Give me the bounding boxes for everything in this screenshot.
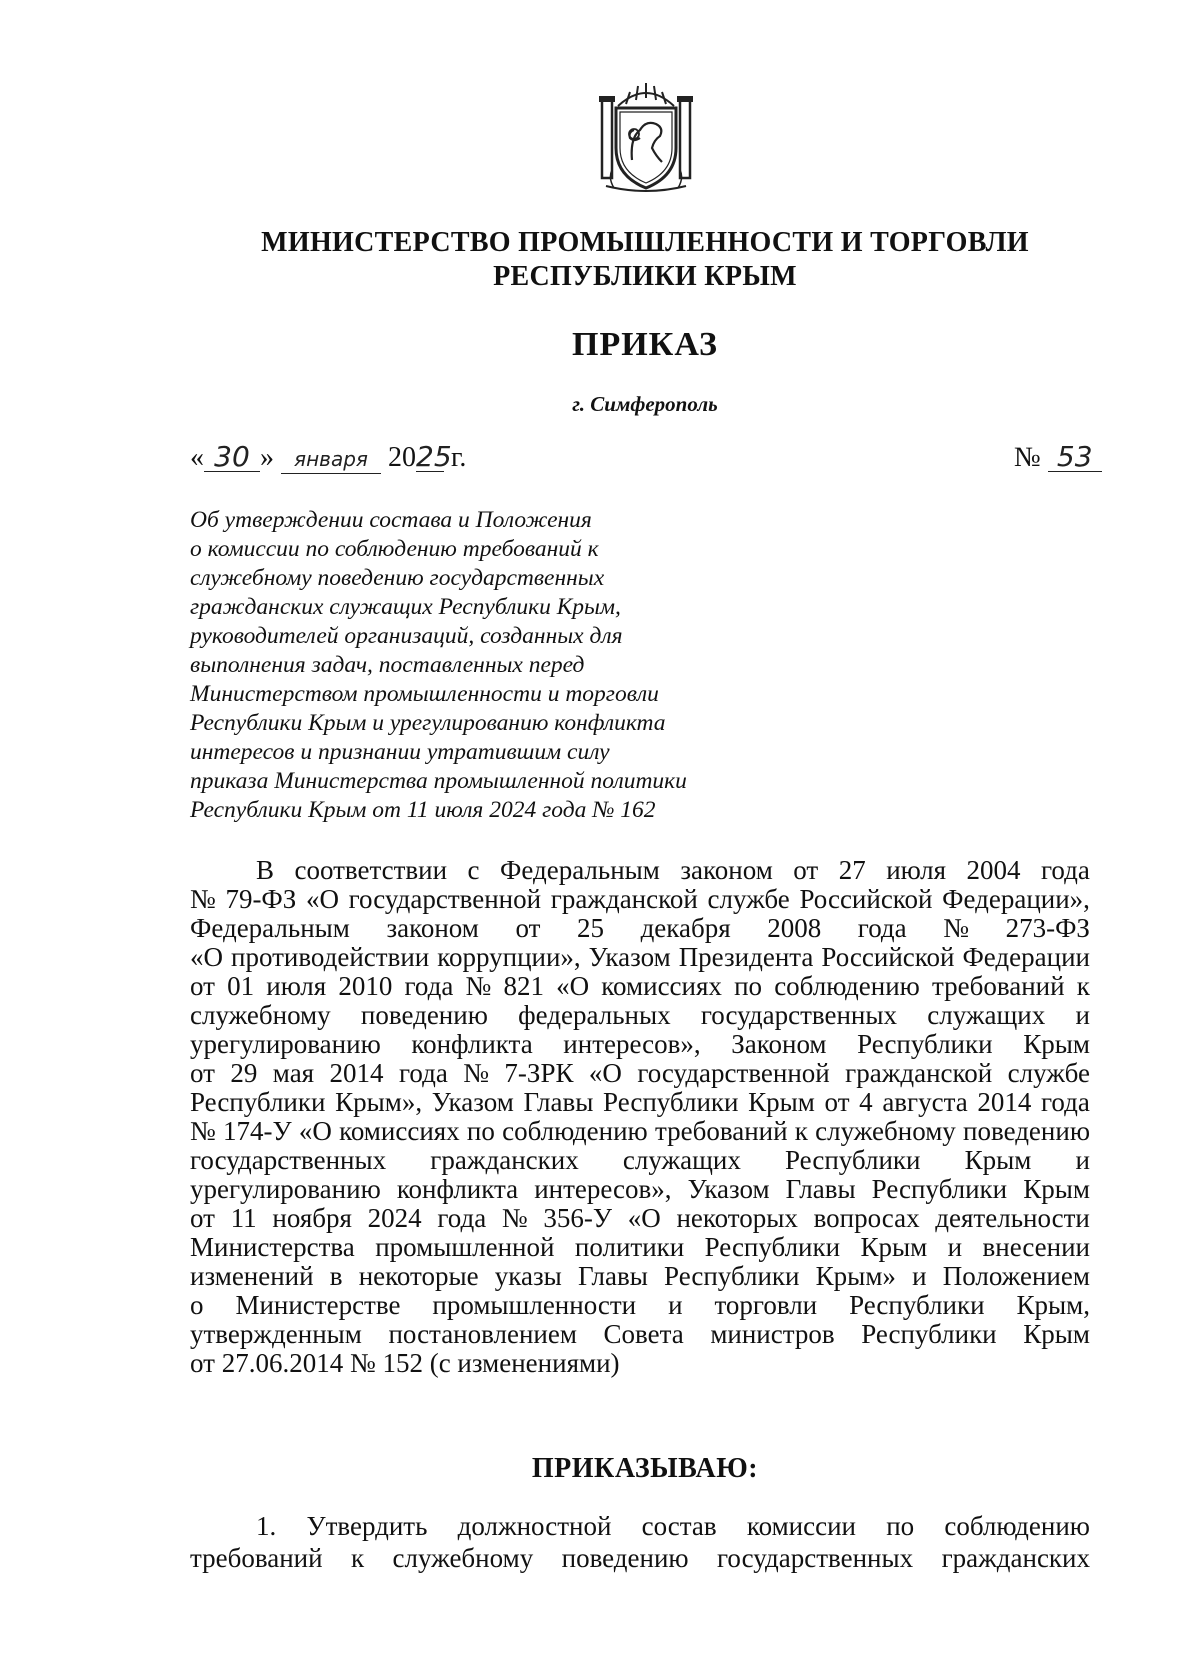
preamble-line: государственных гражданских служащих Республики Крым и	[190, 1145, 1090, 1175]
subject-line: Республики Крым от 11 июля 2024 года № 162	[190, 797, 656, 823]
preamble-line: урегулированию конфликта интересов», Законом Республики Крым	[190, 1029, 1090, 1059]
preamble-line: № 79-ФЗ «О государственной гражданской службе Российской Федерации»,	[190, 884, 1090, 914]
preamble-line: Федеральным законом от 25 декабря 2008 года № 273-ФЗ	[190, 913, 1090, 943]
date-line	[190, 442, 466, 474]
handwritten-number: 53	[1048, 443, 1102, 472]
number-label: №	[1014, 442, 1041, 473]
subject-line: приказа Министерства промышленной политики	[190, 768, 687, 794]
subject-line: Республики Крым и урегулированию конфликта	[190, 710, 666, 736]
document-subject	[190, 506, 810, 825]
document-type-title: ПРИКАЗ	[572, 326, 718, 363]
preamble-line: Министерства промышленной политики Республики Крым и внесении	[190, 1232, 1090, 1262]
order-item-1	[190, 1510, 1090, 1574]
ministry-name-line1: МИНИСТЕРСТВО ПРОМЫШЛЕННОСТИ И ТОРГОВЛИ	[261, 227, 1029, 258]
order-heading: ПРИКАЗЫВАЮ:	[531, 1453, 759, 1484]
preamble-line: служебному поведению федеральных государственных служащих и	[190, 1000, 1090, 1030]
open-quote: «	[190, 442, 204, 473]
handwritten-year-suffix: 25	[416, 440, 452, 473]
preamble-line: от 27.06.2014 № 152 (с изменениями)	[190, 1348, 620, 1378]
subject-line: о комиссии по соблюдению требований к	[190, 536, 599, 562]
preamble-line: от 29 мая 2014 года № 7-ЗРК «О государственной гражданской службе	[190, 1058, 1090, 1088]
city-line: г. Симферополь	[572, 392, 718, 416]
preamble-line: В соответствии с Федеральным законом от 27 июля 2004 года	[256, 855, 1090, 885]
subject-line: интересов и признании утратившим силу	[190, 739, 610, 765]
subject-line: гражданских служащих Республики Крым,	[190, 594, 621, 620]
preamble-line: о Министерстве промышленности и торговли Республики Крым,	[190, 1290, 1090, 1320]
item-line: 1. Утвердить должностной состав комиссии по соблюдению	[256, 1511, 1090, 1541]
preamble-line: урегулированию конфликта интересов», Указом Главы Республики Крым	[190, 1174, 1090, 1204]
handwritten-month: января	[281, 445, 381, 474]
close-quote: »	[260, 442, 274, 473]
preamble-line: «О противодействии коррупции», Указом Президента Российской Федерации	[190, 942, 1090, 972]
year-mark: г.	[451, 442, 467, 473]
preamble-line: утвержденным постановлением Совета министров Республики Крым	[190, 1319, 1090, 1349]
preamble-paragraph	[190, 856, 1090, 1378]
preamble-line: от 11 ноября 2024 года № 356-У «О некоторых вопросах деятельности	[190, 1203, 1090, 1233]
preamble-line: № 174-У «О комиссиях по соблюдению требований к служебному поведению	[190, 1116, 1090, 1146]
preamble-line: от 01 июля 2010 года № 821 «О комиссиях по соблюдению требований к	[190, 971, 1090, 1001]
preamble-line: изменений в некоторые указы Главы Республики Крым» и Положением	[190, 1261, 1090, 1291]
item-line: требований к служебному поведению государственных гражданских	[190, 1543, 1090, 1573]
subject-line: Об утверждении состава и Положения	[190, 507, 592, 533]
subject-line: Министерством промышленности и торговли	[190, 681, 659, 707]
subject-line: руководителей организаций, созданных для	[190, 623, 623, 649]
document-number	[1014, 442, 1102, 474]
subject-line: выполнения задач, поставленных перед	[190, 652, 585, 678]
preamble-line: Республики Крым», Указом Главы Республики Крым от 4 августа 2014 года	[190, 1087, 1090, 1117]
year-prefix: 20	[388, 442, 416, 473]
handwritten-day: 30	[204, 443, 260, 472]
subject-line: служебному поведению государственных	[190, 565, 605, 591]
ministry-name-line2: РЕСПУБЛИКИ КРЫМ	[493, 261, 797, 292]
crimea-coat-of-arms-icon	[596, 78, 696, 198]
